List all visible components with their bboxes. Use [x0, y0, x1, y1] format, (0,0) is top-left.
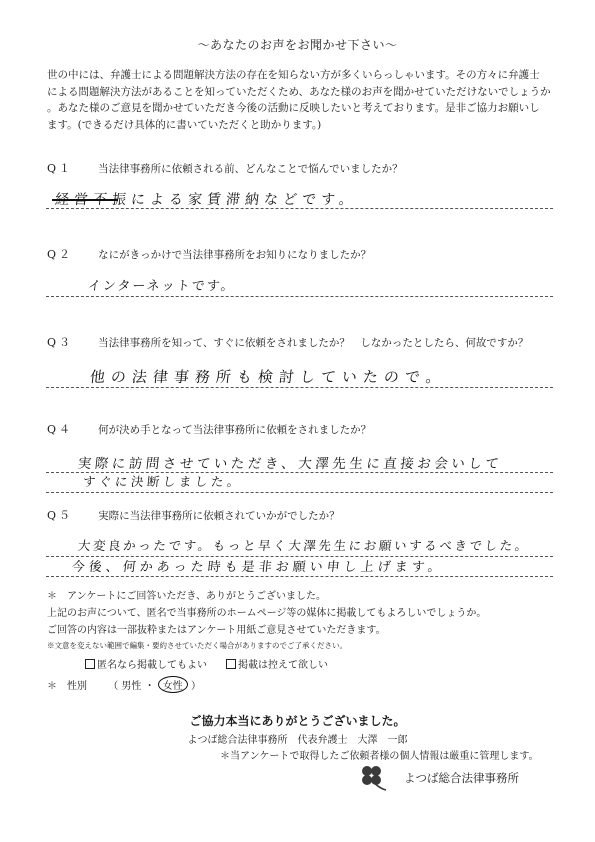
- intro-paragraph: [47, 67, 557, 133]
- question-text: 当法律事務所を知って、すぐに依頼をされましたか？ しなかったとしたら、何故ですか？: [98, 337, 529, 349]
- answer-4-line-2: すぐに決断しました。: [82, 474, 244, 489]
- question-text: 何が決め手となって当法律事務所に依頼をされましたか？: [98, 424, 372, 436]
- intro-line: 。あなた様のご意見を聞かせていただき今後の活動に反映したいと考えております。是非ご協力お願いし: [47, 102, 540, 114]
- option-anonymous-ok[interactable]: [85, 656, 207, 671]
- intro-line: による問題解決方法があることを知っていただくため、あなた様のお声を聞かせていただけないでしょうか: [47, 85, 551, 98]
- answer-3-line-1: 他の法律事務所も検討していたので。: [89, 368, 448, 386]
- answer-5-line-2: 今後、何かあった時も是非お願い申し上げます。: [71, 560, 446, 575]
- answer-rule: [46, 387, 553, 388]
- question-number: Q１: [47, 162, 74, 175]
- gender-male[interactable]: 男性: [121, 681, 142, 692]
- privacy-notice: ＊当アンケートで取得したご依頼者様の個人情報は厳重に管理します。: [220, 751, 539, 762]
- checkbox-icon[interactable]: [226, 659, 236, 669]
- gender-row: ＊ 性別 （ 男性 ・ 女性 ）: [47, 676, 201, 693]
- clover-logo-icon: [352, 762, 394, 794]
- question-text: なにがきっかけで当法律事務所をお知りになりましたか？: [98, 249, 372, 261]
- question-text: 実際に当法律事務所に依頼されていかがでしたか？: [98, 510, 340, 522]
- option-label: 掲載は控えて欲しい: [238, 660, 328, 671]
- question-number: Q３: [47, 336, 74, 349]
- answer-rule: [46, 576, 553, 577]
- strikethrough-mark: [52, 199, 118, 201]
- question-4: [47, 418, 371, 437]
- thanks-line: ＊ アンケートにご回答いただき、ありがとうございました。: [47, 591, 326, 602]
- question-number: Q４: [47, 423, 74, 436]
- page-title: ～あなたのお声をお聞かせ下さい～: [197, 38, 398, 52]
- question-3: [47, 331, 528, 350]
- question-1: [47, 157, 403, 176]
- question-number: Q５: [47, 509, 74, 522]
- answer-4-line-1: 実際に訪問させていただき、大澤先生に直接お会いして: [76, 456, 504, 472]
- firm-logo-text: よつば総合法律事務所: [404, 771, 519, 785]
- intro-line: 世の中には、弁護士による問題解決方法の存在を知らない方が多くいらっしゃいます。その方々に弁護士: [47, 69, 540, 81]
- question-5: [47, 504, 340, 523]
- consent-question: 上記のお声について、匿名で当事務所のホームページ等の媒体に掲載してもよろしいでしょうか。: [47, 608, 487, 619]
- option-decline[interactable]: [226, 656, 328, 671]
- firm-representative: よつば総合法律事務所 代表弁護士 大澤 一郎: [187, 735, 408, 746]
- answer-2-line-1: インターネットです。: [87, 279, 237, 294]
- answer-rule: [46, 296, 553, 297]
- final-thanks: ご協力本当にありがとうございました。: [189, 714, 406, 728]
- answer-rule: [46, 208, 553, 209]
- question-2: [47, 243, 371, 262]
- checkbox-icon[interactable]: [85, 659, 95, 669]
- gender-female-circled[interactable]: 女性: [158, 676, 188, 693]
- gender-label: ＊ 性別: [47, 681, 87, 692]
- intro-line: ます。(できるだけ具体的に書いていただくと助かります。): [47, 118, 322, 131]
- excerpt-notice: ご回答の内容は一部抜粋またはアンケート用紙ご意見させていただきます。: [47, 625, 386, 636]
- option-label: 匿名なら掲載してもよい: [97, 660, 207, 671]
- question-text: 当法律事務所に依頼される前、どんなことで悩んでいましたか？: [98, 163, 403, 175]
- answer-5-line-1: 大変良かったです。もっと早く大澤先生にお願いするべきでした。: [77, 538, 531, 553]
- question-number: Q２: [47, 248, 74, 261]
- answer-rule: [46, 492, 553, 493]
- edit-note: ※文意を変えない範囲で編集・要約させていただく場合がありますのでご了承ください。: [47, 641, 347, 650]
- answer-1-line-1: 経営不振による家賃滞納などです。: [54, 192, 359, 208]
